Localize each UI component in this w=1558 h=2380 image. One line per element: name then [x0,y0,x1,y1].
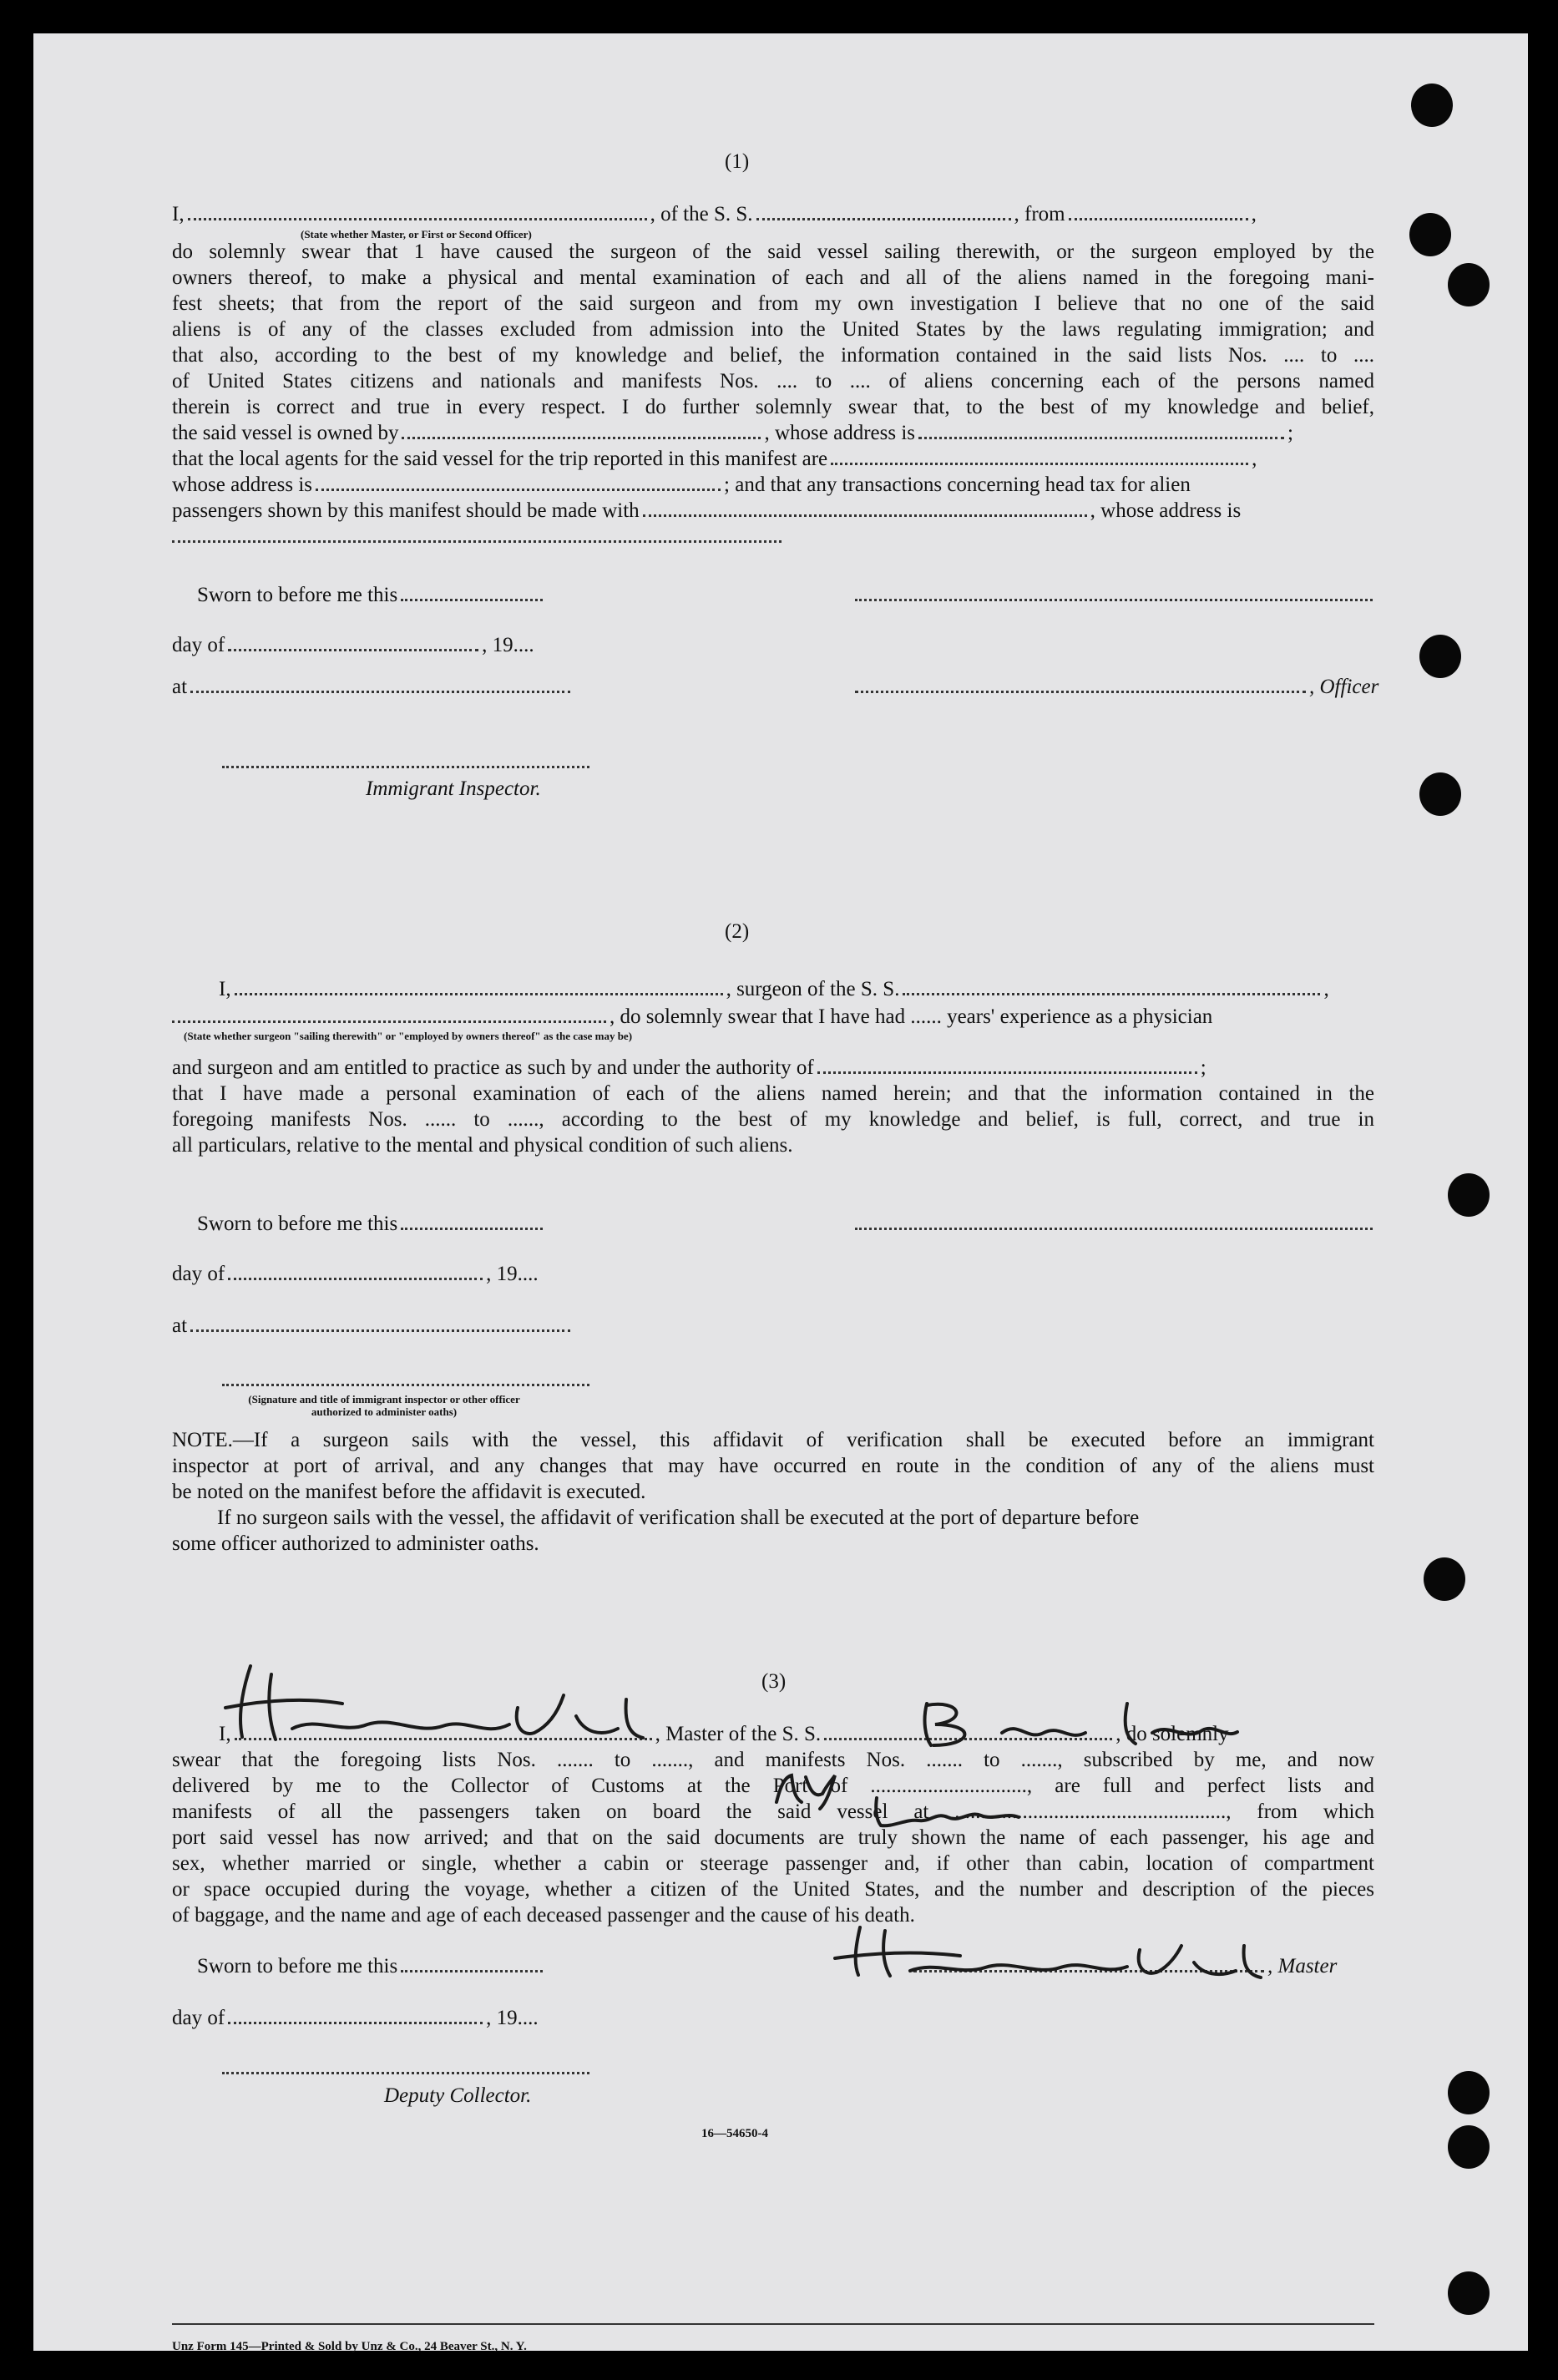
punch-hole [1411,84,1453,127]
day-of-label: day of , 19.... [172,634,534,656]
continuation-line [172,524,1374,549]
whose-address-line: whose address is ; and that any transactions concerning head tax for alien [172,473,1191,496]
section-number: (1) [725,150,750,173]
day-of-label: day of , 19.... [172,2007,539,2029]
body-line: that also, according to the best of my knowledge and belief, the information contained in the said lists Nos. .... to .... [172,344,1374,367]
authority-line: and surgeon and am entitled to practice as such by and under the authority of ; [172,1056,1206,1079]
body-line: aliens is of any of the classes excluded from admission into the United States by the laws regulating immigration; and [172,318,1374,341]
departure-port-handwriting [868,1794,1027,1831]
deputy-label: Deputy Collector. [384,2084,532,2107]
affidavit3-line1: I, , Master of the S. S. , do solemnly [219,1723,1229,1745]
sworn-label: Sworn to before me this [197,583,546,608]
passengers-line: passengers shown by this manifest should be made with , whose address is [172,499,1242,522]
body-line: of baggage, and the name and age of each deceased passenger and the cause of his death. [172,1904,915,1927]
body-line: port said vessel has now arrived; and that on the said documents are truly shown the name of each passenger, his age and [172,1826,1374,1849]
punch-hole [1409,213,1451,256]
surgeon-signature-line [852,1212,1376,1237]
punch-hole [1419,772,1461,816]
punch-hole [1448,2071,1490,2114]
punch-hole [1448,263,1490,306]
sworn-label: Sworn to before me this [197,1954,546,1979]
master-signature-line: , Master [910,1954,1337,1979]
note-line: inspector at port of arrival, and any changes that may have occurred en route in the condition of any of the aliens must [172,1455,1374,1477]
punch-hole [1419,635,1461,678]
body-line: foregoing manifests Nos. ...... to ......, according to the best of my knowledge and belief, is full, correct, and true in [172,1108,1374,1131]
note-line: If no surgeon sails with the vessel, the affidavit of verification shall be executed at the port of departure before [217,1506,1140,1529]
note-line: be noted on the manifest before the affidavit is executed. [172,1481,646,1503]
body-line: delivered by me to the Collector of Customs at the Port of .............................., are full and perfect lists and [172,1775,1374,1797]
body-line: owners thereof, to make a physical and mental examination of each and all of the aliens named in the foregoing mani- [172,266,1374,289]
note-line: NOTE.—If a surgeon sails with the vessel, this affidavit of verification shall be executed before an immigrant [172,1429,1374,1451]
at-label: at [172,675,574,700]
punch-hole [1448,2125,1490,2169]
day-of-label: day of , 19.... [172,1263,539,1285]
affidavit2-line1: I, , surgeon of the S. S. , [219,978,1329,1000]
section-number: (2) [725,920,750,943]
officer-signature-line [852,583,1376,608]
body-line: sex, whether married or single, whether a cabin or steerage passenger and, if other than cabin, location of compartment [172,1852,1374,1875]
body-line: fest sheets; that from the report of the said surgeon and from my own investigation I believe that no one of the said [172,292,1374,315]
form-code: 16—54650-4 [701,2127,768,2140]
signature-caption: (Signature and title of immigrant inspector or other officer authorized to administer oaths) [248,1393,520,1418]
inspector-label: Immigrant Inspector. [366,777,541,800]
inspector-signature-line [219,750,593,775]
punch-hole [1424,1557,1465,1601]
body-line: manifests of all the passengers taken on board the said vessel at ...................................................., from which [172,1800,1374,1823]
body-line: or space occupied during the voyage, whether a citizen of the United States, and the number and description of the pieces [172,1878,1374,1901]
body-line: do solemnly swear that 1 have caused the surgeon of the said vessel sailing therewith, or the surgeon employed by the [172,241,1374,263]
field-caption: (State whether surgeon "sailing therewith" or "employed by owners thereof" as the case may be) [184,1030,633,1042]
sworn-label: Sworn to before me this [197,1212,546,1237]
section-number: (3) [761,1670,787,1693]
body-line: that I have made a personal examination of each of the aliens named herein; and that the information contained in the [172,1082,1374,1105]
note-line: some officer authorized to administer oaths. [172,1532,539,1555]
body-line: swear that the foregoing lists Nos. ....... to ......., and manifests Nos. ....... to ......., subscribed by me, and now [172,1749,1374,1771]
affidavit1-line1: I, , of the S. S. , from , [172,203,1257,225]
footer-rule [172,2323,1374,2325]
at-label: at [172,1314,574,1339]
port-handwriting [768,1769,843,1810]
collector-signature-line [219,2056,593,2081]
field-caption: (State whether Master, or First or Second Officer) [301,228,532,241]
footer-printer: Unz Form 145—Printed & Sold by Unz & Co., 24 Beaver St., N. Y. [172,2340,527,2353]
body-line: of United States citizens and nationals and manifests Nos. .... to .... of aliens concerning each of the persons named [172,370,1374,392]
inspector-signature-line [219,1368,593,1393]
punch-hole [1448,1173,1490,1217]
local-agents-line: that the local agents for the said vessel for the trip reported in this manifest are , [172,448,1257,470]
officer-line: , Officer [852,675,1378,700]
punch-hole [1448,2271,1490,2315]
master-name-handwriting [192,1658,676,1750]
affidavit2-line2: , do solemnly swear that I have had ...... years' experience as a physician [172,1005,1374,1030]
vessel-name-handwriting [910,1695,1244,1754]
body-line: all particulars, relative to the mental and physical condition of such aliens. [172,1134,793,1157]
body-line: therein is correct and true in every respect. I do further solemnly swear that, to the best of my knowledge and belief, [172,396,1374,418]
document-page [33,33,1528,2351]
owned-by-line: the said vessel is owned by , whose address is ; [172,422,1293,444]
master-signature-handwriting [827,1921,1277,1983]
